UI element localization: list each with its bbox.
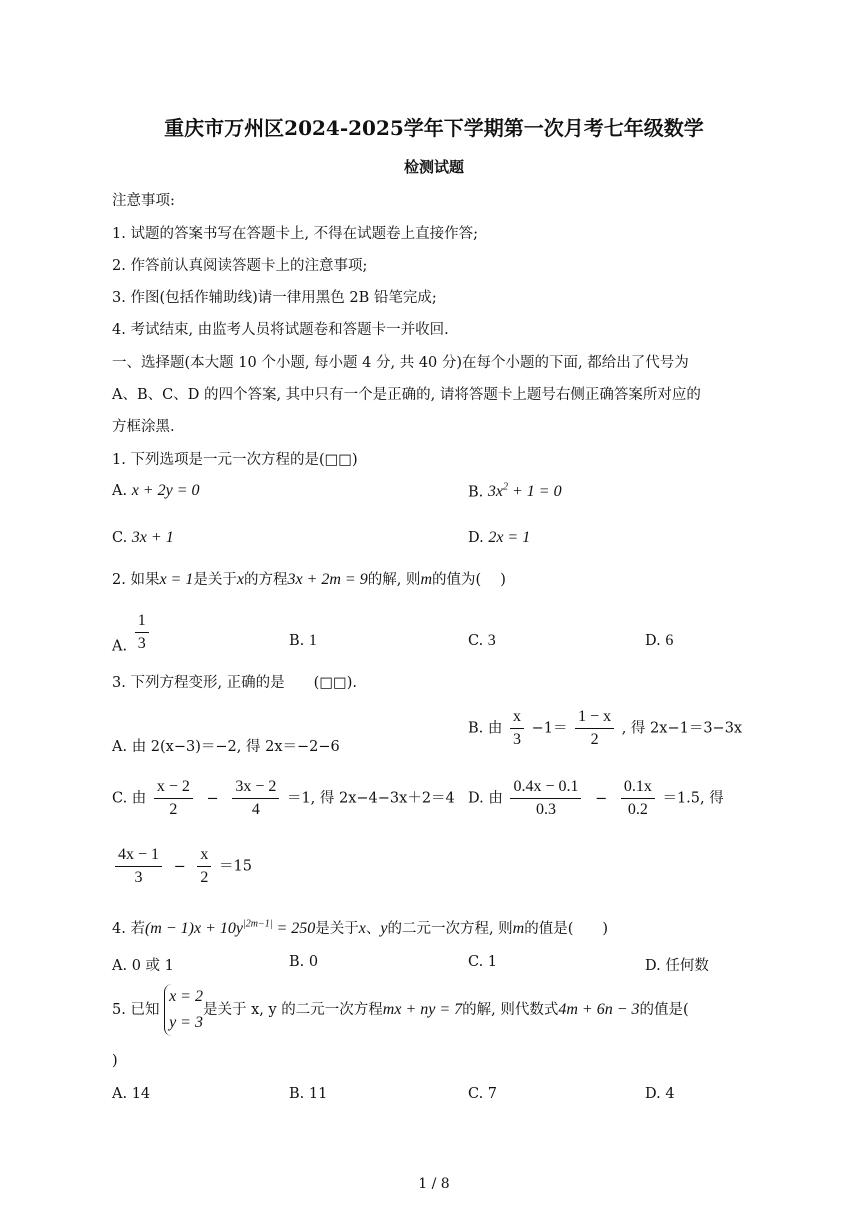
q4-option-a: A. 0 或 1 [112, 958, 174, 974]
note-item-2: 2. 作答前认真阅读答题卡上的注意事项; [112, 258, 368, 274]
q2-option-d: D. 6 [645, 632, 674, 649]
q4-option-d: D. 任何数 [645, 958, 709, 974]
page-number: 1 / 8 [418, 1176, 450, 1192]
note-item-4: 4. 考试结束, 由监考人员将试题卷和答题卡一并收回. [112, 322, 449, 338]
q1-option-a: A. x + 2y = 0 [112, 482, 200, 499]
q1-stem: 1. 下列选项是一元一次方程的是(□□) [112, 452, 358, 468]
q1-option-c: C. 3x + 1 [112, 529, 174, 546]
q5-stem: 5. 已知 x = 2 y = 3 是关于 x, y 的二元一次方程mx + ny = 7的解, 则代数式4m + 6n − 3的值是( [112, 984, 689, 1036]
section1-line-3: 方框涂黑. [112, 419, 175, 435]
q5-option-b: B. 11 [289, 1086, 328, 1102]
q1-option-b: B. $3x^2 + 1 = 0$ [468, 482, 562, 501]
page-title: 重庆市万州区2024-2025学年下学期第一次月考七年级数学 [164, 116, 704, 140]
q3-option-d: D. 由 $\frac{0.4x - 0.1}{0.3}$ − $\frac{0.1x}{0.2}$ ＝1.5, 得 [468, 778, 724, 818]
section1-line-1: 一、选择题(本大题 10 个小题, 每小题 4 分, 共 40 分)在每个小题的下面, 都给出了代号为 [112, 355, 689, 371]
note-item-1: 1. 试题的答案书写在答题卡上, 不得在试题卷上直接作答; [112, 226, 479, 242]
page-subtitle: 检测试题 [403, 158, 464, 176]
q5-equation-system: x = 2 y = 3 [164, 984, 203, 1036]
q5-option-d: D. 4 [645, 1086, 675, 1102]
q4-option-b: B. 0 [289, 954, 319, 970]
q3-option-b: B. 由 $\frac{x}{3}$ −1＝ $\frac{1 - x}{2}$ , 得 2x−1＝3−3x [468, 708, 743, 748]
q5-option-c: C. 7 [468, 1086, 498, 1102]
q3-option-d-continued: $\frac{4x - 1}{3}$ − $\frac{x}{2}$ ＝15 [112, 846, 252, 887]
q3-option-c: C. 由 $\frac{x - 2}{2}$ − $\frac{3x - 2}{4}$ ＝1, 得 2x−4−3x＋2＝4 [112, 778, 455, 818]
q2-options [112, 606, 762, 656]
q1-options-row1 [112, 482, 762, 500]
q2-stem: 2. 如果x = 1是关于x的方程3x + 2m = 9的解, 则m的值为( ) [112, 571, 506, 588]
q5-option-a: A. 14 [112, 1086, 151, 1102]
q5-stem-continued: ) [112, 1053, 118, 1069]
q4-stem: 4. 若$(m - 1)x + 10y^{|2m-1|} = 250$是关于x、y的二元一次方程, 则m的值是( ) [112, 918, 609, 937]
notes-heading: 注意事项: [112, 193, 175, 209]
q3-stem: 3. 下列方程变形, 正确的是 (□□). [112, 675, 357, 691]
q1-options-row2 [112, 529, 762, 547]
q3-option-a: A. 由 2(x−3)＝−2, 得 2x＝−2−6 [112, 739, 340, 755]
q2-option-a: A. $\frac{1}{3}$ [112, 626, 152, 667]
q1-option-d: D. 2x = 1 [468, 529, 531, 546]
q4-option-c: C. 1 [468, 954, 498, 970]
note-item-3: 3. 作图(包括作辅助线)请一律用黑色 2B 铅笔完成; [112, 290, 437, 306]
q2-option-b: B. 1 [289, 632, 317, 649]
section1-line-2: A、B、C、D 的四个答案, 其中只有一个是正确的, 请将答题卡上题号右侧正确答案所对应的 [112, 387, 701, 403]
q2-option-c: C. 3 [468, 632, 496, 649]
